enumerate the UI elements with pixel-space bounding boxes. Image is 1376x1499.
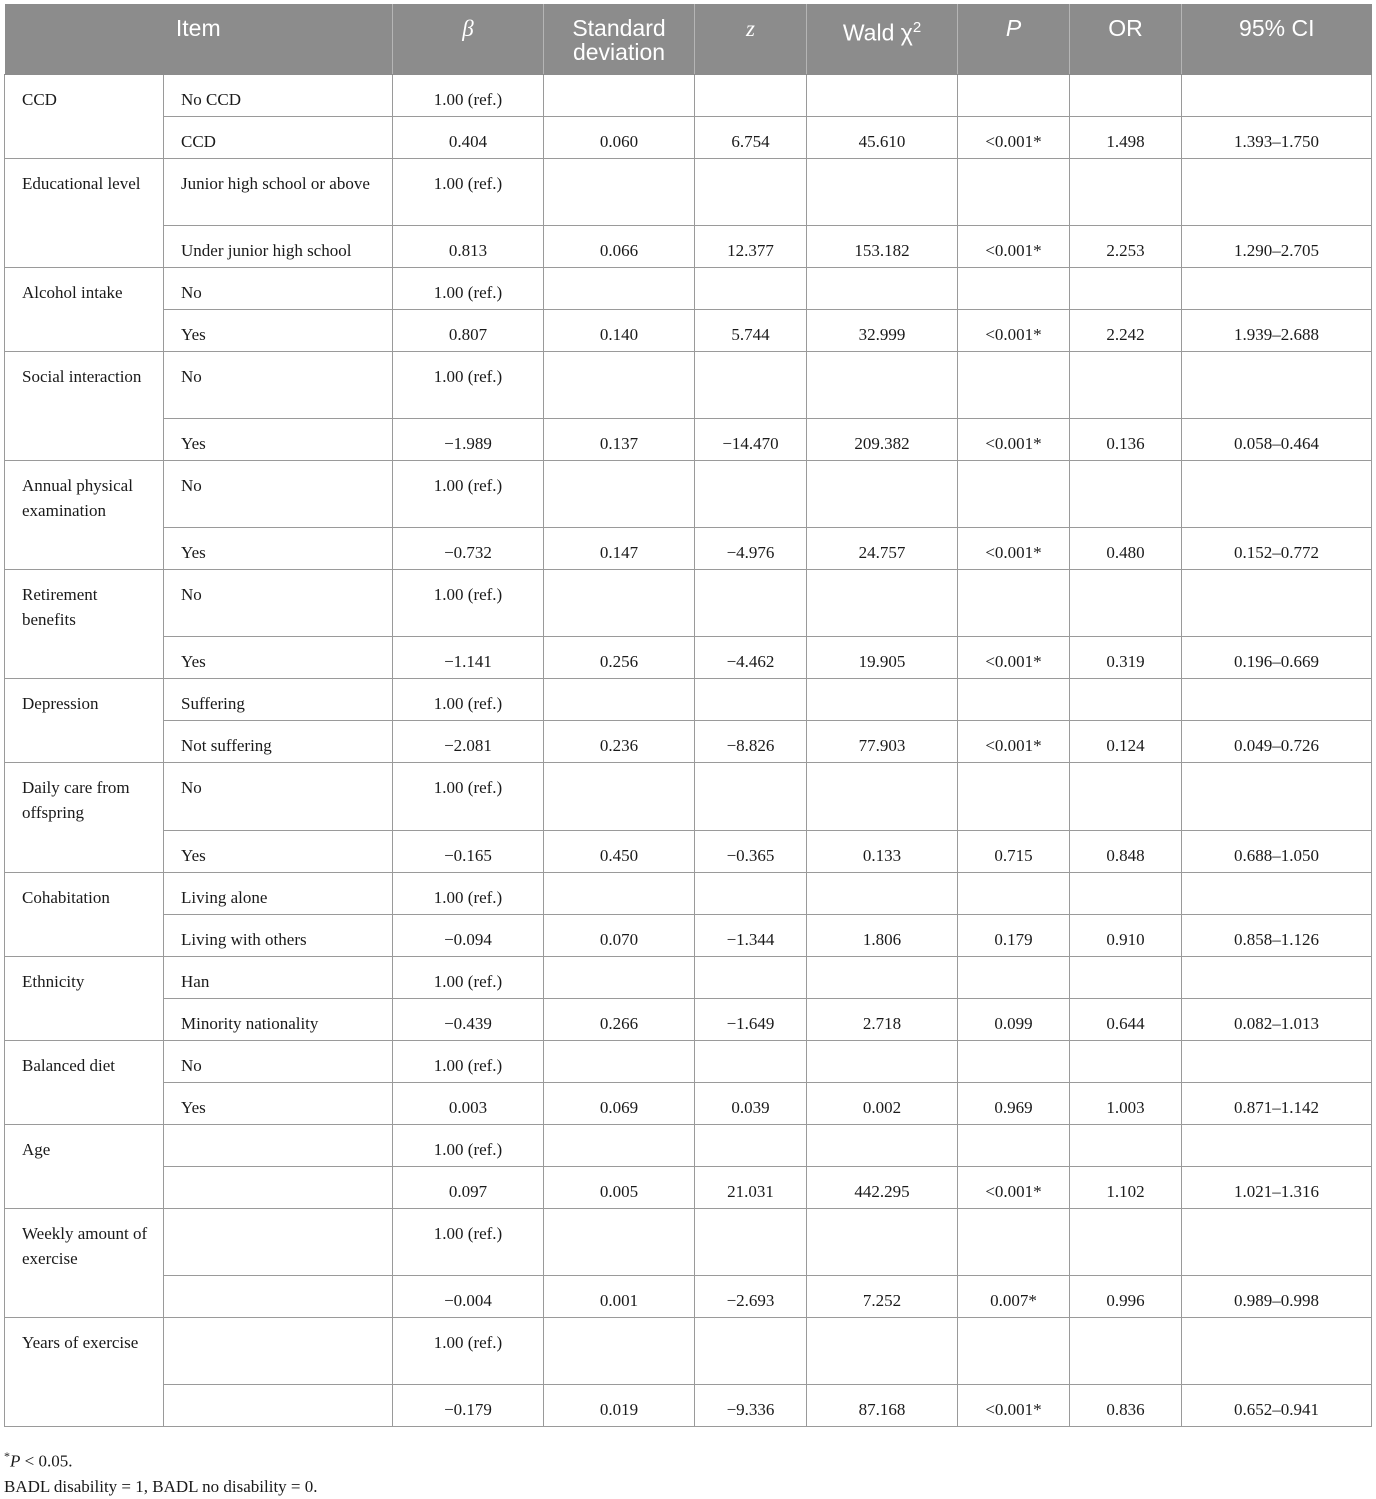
row-subcategory: Junior high school or above [164, 159, 393, 226]
cell-p [958, 763, 1070, 831]
cell-wald [807, 75, 958, 117]
cell-sd: 0.005 [544, 1167, 695, 1209]
header-ci: 95% CI [1182, 4, 1372, 75]
cell-z [695, 159, 807, 226]
cell-wald [807, 352, 958, 419]
row-subcategory: Under junior high school [164, 226, 393, 268]
cell-p: <0.001* [958, 1167, 1070, 1209]
cell-ci [1182, 1041, 1372, 1083]
row-subcategory: Minority nationality [164, 999, 393, 1041]
cell-wald [807, 873, 958, 915]
header-z-label: z [746, 16, 755, 41]
cell-p: 0.715 [958, 831, 1070, 873]
cell-or: 1.498 [1070, 117, 1182, 159]
cell-sd: 0.140 [544, 310, 695, 352]
cell-sd [544, 1318, 695, 1385]
footnote-outcome-coding: BADL disability = 1, BADL no disability = 0. [4, 1476, 318, 1496]
cell-wald: 442.295 [807, 1167, 958, 1209]
table-row [5, 763, 1372, 831]
row-group-label: Cohabitation [5, 873, 164, 957]
cell-beta: 1.00 (ref.) [393, 679, 544, 721]
cell-or [1070, 957, 1182, 999]
cell-sd: 0.070 [544, 915, 695, 957]
cell-z: 6.754 [695, 117, 807, 159]
cell-beta: 1.00 (ref.) [393, 1125, 544, 1167]
cell-ci: 0.058–0.464 [1182, 419, 1372, 461]
cell-wald: 209.382 [807, 419, 958, 461]
cell-beta: 1.00 (ref.) [393, 461, 544, 528]
table-row [5, 721, 1372, 763]
cell-p [958, 679, 1070, 721]
cell-ci: 0.688–1.050 [1182, 831, 1372, 873]
cell-z: 12.377 [695, 226, 807, 268]
cell-or: 0.996 [1070, 1276, 1182, 1318]
cell-beta: 1.00 (ref.) [393, 1318, 544, 1385]
cell-sd [544, 268, 695, 310]
row-group-label: CCD [5, 75, 164, 159]
cell-p [958, 873, 1070, 915]
cell-z [695, 873, 807, 915]
cell-wald: 77.903 [807, 721, 958, 763]
cell-z: −9.336 [695, 1385, 807, 1427]
cell-p [958, 75, 1070, 117]
cell-p [958, 1318, 1070, 1385]
cell-or [1070, 763, 1182, 831]
header-beta-label: β [462, 16, 474, 41]
cell-wald: 0.133 [807, 831, 958, 873]
table-row [5, 352, 1372, 419]
cell-p: 0.099 [958, 999, 1070, 1041]
table-row [5, 1209, 1372, 1276]
cell-ci [1182, 1125, 1372, 1167]
cell-sd [544, 873, 695, 915]
cell-beta: 1.00 (ref.) [393, 763, 544, 831]
cell-p [958, 570, 1070, 637]
cell-z: −4.976 [695, 528, 807, 570]
cell-or [1070, 1209, 1182, 1276]
footnote-significance [4, 1444, 318, 1474]
cell-beta: 0.807 [393, 310, 544, 352]
row-subcategory [164, 1276, 393, 1318]
cell-p: <0.001* [958, 117, 1070, 159]
cell-beta: 1.00 (ref.) [393, 957, 544, 999]
row-subcategory: No CCD [164, 75, 393, 117]
cell-or [1070, 159, 1182, 226]
cell-ci [1182, 75, 1372, 117]
cell-p: <0.001* [958, 528, 1070, 570]
row-subcategory [164, 1167, 393, 1209]
cell-beta: −0.165 [393, 831, 544, 873]
cell-sd: 0.450 [544, 831, 695, 873]
cell-z: −0.365 [695, 831, 807, 873]
row-subcategory: Yes [164, 831, 393, 873]
cell-z: −14.470 [695, 419, 807, 461]
row-group-label: Retirement benefits [5, 570, 164, 679]
header-or: OR [1070, 4, 1182, 75]
row-subcategory: No [164, 570, 393, 637]
table-row [5, 957, 1372, 999]
row-subcategory: CCD [164, 117, 393, 159]
cell-p [958, 957, 1070, 999]
cell-sd: 0.066 [544, 226, 695, 268]
cell-beta: 0.813 [393, 226, 544, 268]
cell-z: 5.744 [695, 310, 807, 352]
row-subcategory: No [164, 352, 393, 419]
cell-wald [807, 1125, 958, 1167]
cell-sd: 0.019 [544, 1385, 695, 1427]
table-row [5, 419, 1372, 461]
table-row [5, 1385, 1372, 1427]
cell-ci: 0.152–0.772 [1182, 528, 1372, 570]
row-subcategory: Yes [164, 419, 393, 461]
cell-or: 0.836 [1070, 1385, 1182, 1427]
cell-z: −1.649 [695, 999, 807, 1041]
cell-z [695, 1318, 807, 1385]
cell-p [958, 1209, 1070, 1276]
table-footnotes [4, 1444, 318, 1499]
row-subcategory: Not suffering [164, 721, 393, 763]
cell-z: −2.693 [695, 1276, 807, 1318]
cell-ci [1182, 1209, 1372, 1276]
cell-beta: 1.00 (ref.) [393, 352, 544, 419]
cell-sd [544, 461, 695, 528]
cell-z [695, 1125, 807, 1167]
cell-beta: 1.00 (ref.) [393, 159, 544, 226]
header-p [958, 4, 1070, 75]
cell-sd [544, 1125, 695, 1167]
row-subcategory: No [164, 1041, 393, 1083]
cell-sd: 0.256 [544, 637, 695, 679]
cell-beta: 1.00 (ref.) [393, 1209, 544, 1276]
footnote-star: * [4, 1449, 10, 1463]
cell-z: −4.462 [695, 637, 807, 679]
table-row [5, 915, 1372, 957]
header-standard-deviation: Standard deviation [544, 4, 695, 75]
header-wald-superscript: 2 [912, 19, 922, 36]
cell-beta: −0.004 [393, 1276, 544, 1318]
cell-z [695, 763, 807, 831]
cell-p: <0.001* [958, 419, 1070, 461]
cell-wald [807, 1209, 958, 1276]
cell-ci: 0.871–1.142 [1182, 1083, 1372, 1125]
cell-z [695, 461, 807, 528]
cell-wald: 19.905 [807, 637, 958, 679]
table-row [5, 1167, 1372, 1209]
cell-sd [544, 75, 695, 117]
cell-or: 0.136 [1070, 419, 1182, 461]
cell-p [958, 352, 1070, 419]
header-beta [393, 4, 544, 75]
table-row [5, 999, 1372, 1041]
cell-ci: 1.021–1.316 [1182, 1167, 1372, 1209]
cell-wald: 32.999 [807, 310, 958, 352]
cell-beta: 1.00 (ref.) [393, 570, 544, 637]
cell-beta: −1.141 [393, 637, 544, 679]
cell-wald: 1.806 [807, 915, 958, 957]
table-row [5, 461, 1372, 528]
cell-sd: 0.069 [544, 1083, 695, 1125]
cell-p [958, 1125, 1070, 1167]
cell-p: 0.969 [958, 1083, 1070, 1125]
cell-ci [1182, 957, 1372, 999]
cell-or: 0.480 [1070, 528, 1182, 570]
header-wald [807, 4, 958, 75]
cell-or: 2.242 [1070, 310, 1182, 352]
table-row [5, 831, 1372, 873]
row-group-label: Ethnicity [5, 957, 164, 1041]
cell-wald [807, 159, 958, 226]
cell-z [695, 268, 807, 310]
cell-beta: −0.732 [393, 528, 544, 570]
table-row [5, 679, 1372, 721]
row-group-label: Weekly amount of exercise [5, 1209, 164, 1318]
row-group-label: Daily care from offspring [5, 763, 164, 873]
cell-z: 0.039 [695, 1083, 807, 1125]
cell-wald [807, 679, 958, 721]
cell-beta: 0.003 [393, 1083, 544, 1125]
cell-z: −8.826 [695, 721, 807, 763]
table-row [5, 1276, 1372, 1318]
cell-or [1070, 1041, 1182, 1083]
cell-or: 1.102 [1070, 1167, 1182, 1209]
table-row [5, 528, 1372, 570]
cell-or: 0.319 [1070, 637, 1182, 679]
cell-beta: 0.404 [393, 117, 544, 159]
cell-sd: 0.147 [544, 528, 695, 570]
cell-sd [544, 957, 695, 999]
table-row [5, 226, 1372, 268]
row-subcategory: Living with others [164, 915, 393, 957]
cell-wald [807, 763, 958, 831]
cell-p [958, 159, 1070, 226]
row-group-label: Age [5, 1125, 164, 1209]
cell-wald: 45.610 [807, 117, 958, 159]
cell-wald [807, 1318, 958, 1385]
cell-z [695, 679, 807, 721]
cell-beta: 0.097 [393, 1167, 544, 1209]
cell-p: <0.001* [958, 1385, 1070, 1427]
cell-ci [1182, 461, 1372, 528]
row-group-label: Alcohol intake [5, 268, 164, 352]
header-wald-label: Wald χ [842, 19, 913, 46]
row-subcategory: Living alone [164, 873, 393, 915]
cell-z: 21.031 [695, 1167, 807, 1209]
row-subcategory [164, 1318, 393, 1385]
cell-wald [807, 957, 958, 999]
cell-sd [544, 1209, 695, 1276]
cell-ci: 1.290–2.705 [1182, 226, 1372, 268]
row-subcategory: Suffering [164, 679, 393, 721]
cell-z [695, 352, 807, 419]
table-row [5, 1083, 1372, 1125]
cell-beta: 1.00 (ref.) [393, 268, 544, 310]
cell-or [1070, 268, 1182, 310]
cell-ci: 1.939–2.688 [1182, 310, 1372, 352]
cell-ci [1182, 352, 1372, 419]
row-subcategory [164, 1125, 393, 1167]
header-item: Item [5, 4, 393, 75]
cell-z [695, 1041, 807, 1083]
cell-or [1070, 873, 1182, 915]
cell-sd: 0.001 [544, 1276, 695, 1318]
cell-wald [807, 268, 958, 310]
cell-sd: 0.137 [544, 419, 695, 461]
row-group-label: Social interaction [5, 352, 164, 461]
cell-z [695, 75, 807, 117]
cell-wald: 87.168 [807, 1385, 958, 1427]
cell-beta: −1.989 [393, 419, 544, 461]
cell-p: 0.007* [958, 1276, 1070, 1318]
cell-or [1070, 1125, 1182, 1167]
cell-p: <0.001* [958, 721, 1070, 763]
cell-sd: 0.060 [544, 117, 695, 159]
cell-sd [544, 1041, 695, 1083]
header-p-label: P [1005, 15, 1022, 41]
cell-ci [1182, 679, 1372, 721]
cell-ci [1182, 873, 1372, 915]
cell-beta: 1.00 (ref.) [393, 1041, 544, 1083]
row-group-label: Years of exercise [5, 1318, 164, 1427]
cell-ci: 0.652–0.941 [1182, 1385, 1372, 1427]
cell-or [1070, 75, 1182, 117]
header-z [695, 4, 807, 75]
row-group-label: Educational level [5, 159, 164, 268]
table-row [5, 159, 1372, 226]
cell-wald [807, 1041, 958, 1083]
cell-p [958, 1041, 1070, 1083]
cell-ci: 0.049–0.726 [1182, 721, 1372, 763]
cell-z [695, 1209, 807, 1276]
table-header-row [5, 4, 1372, 75]
cell-ci [1182, 159, 1372, 226]
cell-ci: 0.082–1.013 [1182, 999, 1372, 1041]
cell-or: 2.253 [1070, 226, 1182, 268]
cell-wald: 2.718 [807, 999, 958, 1041]
row-subcategory: No [164, 461, 393, 528]
row-subcategory: No [164, 268, 393, 310]
cell-sd: 0.236 [544, 721, 695, 763]
cell-z [695, 957, 807, 999]
table-row [5, 75, 1372, 117]
cell-p: <0.001* [958, 637, 1070, 679]
cell-or: 0.848 [1070, 831, 1182, 873]
cell-sd [544, 763, 695, 831]
row-subcategory: Yes [164, 637, 393, 679]
table-row [5, 268, 1372, 310]
cell-or [1070, 461, 1182, 528]
cell-wald: 153.182 [807, 226, 958, 268]
row-group-label: Depression [5, 679, 164, 763]
cell-or: 1.003 [1070, 1083, 1182, 1125]
cell-p [958, 461, 1070, 528]
cell-p: <0.001* [958, 310, 1070, 352]
cell-wald: 0.002 [807, 1083, 958, 1125]
row-subcategory: Yes [164, 528, 393, 570]
row-group-label: Balanced diet [5, 1041, 164, 1125]
table-row [5, 1041, 1372, 1083]
cell-beta: 1.00 (ref.) [393, 75, 544, 117]
cell-ci: 0.196–0.669 [1182, 637, 1372, 679]
cell-ci: 0.989–0.998 [1182, 1276, 1372, 1318]
cell-or [1070, 1318, 1182, 1385]
table-row [5, 570, 1372, 637]
table-row [5, 310, 1372, 352]
cell-sd [544, 570, 695, 637]
cell-wald [807, 461, 958, 528]
cell-sd [544, 159, 695, 226]
cell-or [1070, 352, 1182, 419]
cell-sd: 0.266 [544, 999, 695, 1041]
footnote-p-symbol: P [10, 1451, 21, 1471]
cell-ci: 0.858–1.126 [1182, 915, 1372, 957]
cell-beta: −2.081 [393, 721, 544, 763]
cell-or: 0.644 [1070, 999, 1182, 1041]
cell-ci [1182, 1318, 1372, 1385]
cell-p [958, 268, 1070, 310]
table-row [5, 1125, 1372, 1167]
cell-wald [807, 570, 958, 637]
row-group-label: Annual physical examination [5, 461, 164, 570]
cell-z [695, 570, 807, 637]
cell-wald: 7.252 [807, 1276, 958, 1318]
table-row [5, 1318, 1372, 1385]
table-row [5, 873, 1372, 915]
cell-or [1070, 679, 1182, 721]
cell-wald: 24.757 [807, 528, 958, 570]
cell-sd [544, 352, 695, 419]
cell-z: −1.344 [695, 915, 807, 957]
cell-ci: 1.393–1.750 [1182, 117, 1372, 159]
row-subcategory: Yes [164, 1083, 393, 1125]
cell-ci [1182, 268, 1372, 310]
footnote-p-threshold: < 0.05. [20, 1451, 73, 1471]
cell-or: 0.124 [1070, 721, 1182, 763]
cell-beta: −0.439 [393, 999, 544, 1041]
table-row [5, 637, 1372, 679]
table-row [5, 117, 1372, 159]
row-subcategory: Han [164, 957, 393, 999]
row-subcategory: No [164, 763, 393, 831]
cell-ci [1182, 570, 1372, 637]
cell-beta: −0.179 [393, 1385, 544, 1427]
row-subcategory [164, 1209, 393, 1276]
cell-or [1070, 570, 1182, 637]
cell-beta: −0.094 [393, 915, 544, 957]
cell-beta: 1.00 (ref.) [393, 873, 544, 915]
cell-or: 0.910 [1070, 915, 1182, 957]
row-subcategory [164, 1385, 393, 1427]
cell-p: <0.001* [958, 226, 1070, 268]
table-body [5, 75, 1372, 1427]
regression-table [4, 4, 1372, 1427]
cell-ci [1182, 763, 1372, 831]
row-subcategory: Yes [164, 310, 393, 352]
cell-sd [544, 679, 695, 721]
cell-p: 0.179 [958, 915, 1070, 957]
